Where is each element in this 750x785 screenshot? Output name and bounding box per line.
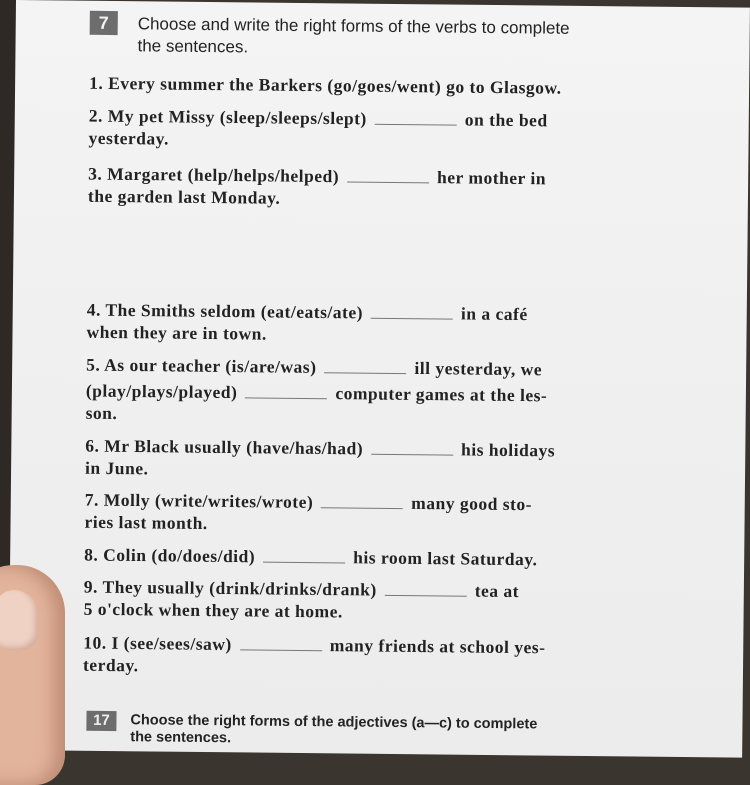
sentence-7-line-2: ries last month. xyxy=(84,511,208,534)
answer-blank[interactable] xyxy=(263,546,345,564)
sentence-text: his holidays xyxy=(460,439,556,461)
sentence-1: 1. Every summer the Barkers (go/goes/went) go to Glasgow. xyxy=(89,72,562,98)
sentence-7-line-1 xyxy=(85,489,532,515)
sentence-text: computer games at the les- xyxy=(335,383,548,406)
sentence-3-line-2: the garden last Monday. xyxy=(87,185,281,208)
instruction-line-2: the sentences. xyxy=(130,729,232,747)
exercise-number-badge: 17 xyxy=(86,711,116,731)
answer-blank[interactable] xyxy=(371,438,453,456)
sentence-text: 6. Mr Black usually (have/has/had) xyxy=(85,435,364,459)
sentence-5-line-2 xyxy=(86,380,548,407)
sentence-10-line-2: terday. xyxy=(82,654,139,676)
sentence-text: his room last Saturday. xyxy=(353,547,538,570)
sentence-5-line-3: son. xyxy=(85,402,118,424)
sentence-2-line-1 xyxy=(89,105,548,132)
sentence-text: ill yesterday, we xyxy=(414,357,543,380)
instruction-line-2: the sentences. xyxy=(137,36,249,57)
instruction-line-1: Choose and write the right forms of the verbs to complete xyxy=(137,14,570,38)
answer-blank[interactable] xyxy=(385,579,467,597)
sentence-text: 5. As our teacher (is/are/was) xyxy=(86,354,317,377)
sentence-text: 4. The Smiths seldom (eat/eats/ate) xyxy=(86,299,364,323)
answer-blank[interactable] xyxy=(245,381,327,399)
answer-blank[interactable] xyxy=(240,633,322,651)
exercise-number-badge: 7 xyxy=(90,11,118,35)
thumbnail xyxy=(0,590,38,650)
instruction-line-1: Choose the right forms of the adjectives (a—c) to complete xyxy=(130,712,538,733)
answer-blank[interactable] xyxy=(371,302,453,320)
sentence-text: 2. My pet Missy (sleep/sleeps/slept) xyxy=(88,105,367,129)
answer-blank[interactable] xyxy=(347,165,429,183)
sentence-9-line-1 xyxy=(84,576,519,602)
sentence-text: 7. Molly (write/writes/wrote) xyxy=(84,489,314,512)
sentence-text: her mother in xyxy=(437,167,547,189)
sentence-4-line-2: when they are in town. xyxy=(86,321,267,344)
sentence-text: in a café xyxy=(460,303,528,325)
sentence-text: 8. Colin (do/does/did) xyxy=(84,544,256,567)
sentence-10-line-1 xyxy=(83,632,545,659)
exercise-instruction xyxy=(137,13,569,62)
exercise-instruction xyxy=(130,712,537,750)
sentence-5-line-1 xyxy=(86,354,542,381)
sentence-4-line-1 xyxy=(87,299,528,325)
worksheet-page xyxy=(8,0,750,758)
sentence-text: tea at xyxy=(474,580,520,602)
sentence-text: 10. I (see/sees/saw) xyxy=(83,632,232,655)
sentence-9-line-2: 5 o'clock when they are at home. xyxy=(83,598,343,622)
sentence-text: (play/plays/played) xyxy=(85,380,238,403)
sentence-text: many good sto- xyxy=(411,492,533,515)
sentence-2-line-2: yesterday. xyxy=(88,127,170,149)
sentence-6-line-2: in June. xyxy=(85,457,149,479)
sentence-3-line-1 xyxy=(88,163,546,190)
sentence-8-line-1 xyxy=(84,544,537,570)
sentence-6-line-1 xyxy=(85,435,555,462)
sentence-text: many friends at school yes- xyxy=(329,635,546,658)
sentence-text: 3. Margaret (help/helps/helped) xyxy=(88,163,340,187)
sentence-text: on the bed xyxy=(464,109,548,131)
answer-blank[interactable] xyxy=(324,356,406,374)
answer-blank[interactable] xyxy=(375,108,457,126)
sentence-text: 9. They usually (drink/drinks/drank) xyxy=(83,576,377,600)
answer-blank[interactable] xyxy=(321,491,403,509)
